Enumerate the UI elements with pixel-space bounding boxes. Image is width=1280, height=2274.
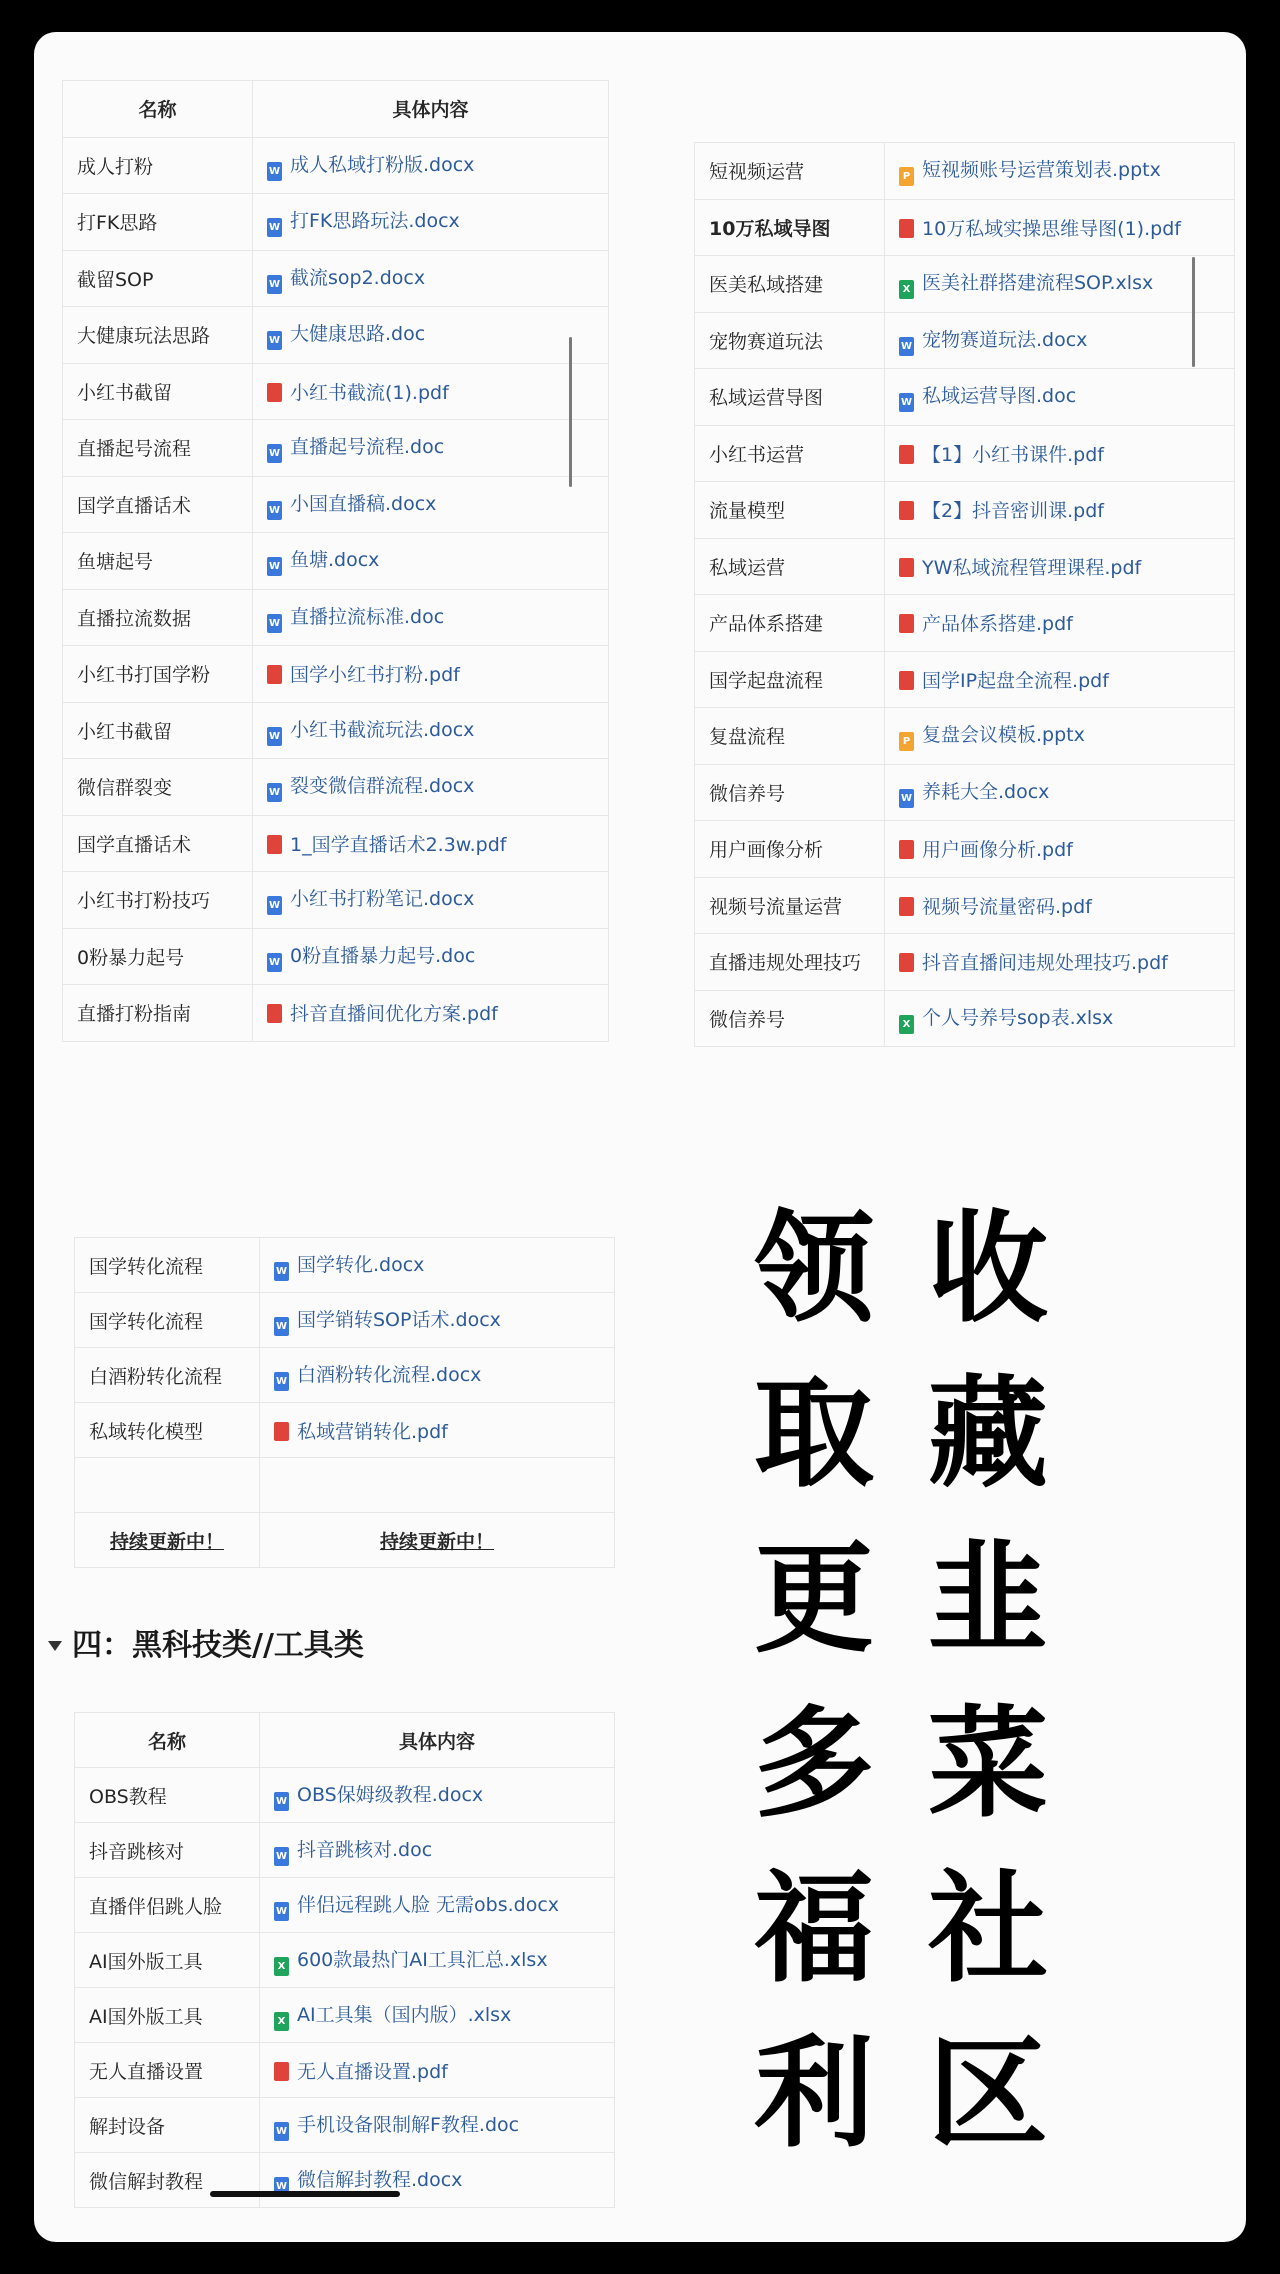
row-name: 复盘流程 xyxy=(695,708,885,765)
file-link[interactable] xyxy=(885,651,1235,708)
file-link[interactable] xyxy=(260,1878,615,1933)
pdf-file-icon xyxy=(899,501,914,520)
row-name: 小红书截留 xyxy=(63,363,253,420)
row-name: 鱼塘起号 xyxy=(63,533,253,590)
pdf-file-icon xyxy=(899,671,914,690)
table-row xyxy=(695,256,1235,313)
table-row xyxy=(63,702,609,759)
word-file-icon: W xyxy=(267,501,282,520)
file-name: 个人号养号sop表.xlsx xyxy=(922,1006,1114,1029)
file-link[interactable] xyxy=(253,985,609,1042)
file-name: 用户画像分析.pdf xyxy=(922,839,1073,862)
table-row xyxy=(695,538,1235,595)
table-row xyxy=(695,877,1235,934)
table-row xyxy=(63,928,609,985)
pdf-file-icon xyxy=(899,897,914,916)
table-row xyxy=(63,420,609,477)
file-link[interactable] xyxy=(260,1768,615,1823)
word-file-icon: W xyxy=(267,331,282,350)
row-name: 大健康玩法思路 xyxy=(63,307,253,364)
document-card xyxy=(34,32,1246,2242)
file-link[interactable] xyxy=(885,708,1235,765)
pdf-file-icon xyxy=(267,835,282,854)
file-link[interactable] xyxy=(260,1988,615,2043)
file-link[interactable] xyxy=(253,137,609,194)
file-name: 医美社群搭建流程SOP.xlsx xyxy=(922,272,1154,295)
file-name: 视频号流量密码.pdf xyxy=(922,895,1092,918)
row-name: 截留SOP xyxy=(63,250,253,307)
row-name: 私域转化模型 xyxy=(75,1403,260,1458)
row-name: 国学转化流程 xyxy=(75,1293,260,1348)
table-row xyxy=(75,2098,615,2153)
table-row xyxy=(63,194,609,251)
slogan-char: 取 xyxy=(754,1365,874,1504)
updating-cell xyxy=(260,1513,615,1568)
table-row xyxy=(695,990,1235,1047)
home-indicator[interactable] xyxy=(210,2191,400,2197)
section-title: 四：黑科技类//工具类 xyxy=(72,1628,364,1663)
file-link[interactable] xyxy=(260,1933,615,1988)
ppt-file-icon: P xyxy=(899,167,914,186)
row-name: 微信养号 xyxy=(695,990,885,1047)
table-row xyxy=(63,307,609,364)
file-name: 1_国学直播话术2.3w.pdf xyxy=(290,833,507,856)
updating-row xyxy=(75,1513,615,1568)
word-file-icon: W xyxy=(274,1317,289,1336)
file-link[interactable] xyxy=(885,199,1235,256)
file-name: 产品体系搭建.pdf xyxy=(922,613,1073,636)
file-name: 成人私域打粉版.docx xyxy=(290,153,475,176)
file-name: 无人直播设置.pdf xyxy=(297,2060,448,2083)
word-file-icon: W xyxy=(267,953,282,972)
file-name: 裂变微信群流程.docx xyxy=(290,775,475,798)
word-file-icon: W xyxy=(267,162,282,181)
table-row xyxy=(695,143,1235,200)
row-name: 微信解封教程 xyxy=(75,2153,260,2208)
file-link[interactable] xyxy=(260,1403,615,1458)
file-link[interactable] xyxy=(885,595,1235,652)
row-name: 解封设备 xyxy=(75,2098,260,2153)
row-name: 0粉暴力起号 xyxy=(63,928,253,985)
row-name: 视频号流量运营 xyxy=(695,877,885,934)
table-row xyxy=(63,985,609,1042)
file-name: 直播拉流标准.doc xyxy=(290,605,445,628)
row-name: 成人打粉 xyxy=(63,137,253,194)
row-name: 流量模型 xyxy=(695,482,885,539)
word-file-icon: W xyxy=(274,2177,289,2196)
file-link[interactable] xyxy=(253,307,609,364)
word-file-icon: W xyxy=(267,783,282,802)
word-file-icon: W xyxy=(274,1847,289,1866)
table-row xyxy=(695,199,1235,256)
row-name: 直播起号流程 xyxy=(63,420,253,477)
file-name: 手机设备限制解F教程.doc xyxy=(297,2113,520,2136)
file-name: 小国直播稿.docx xyxy=(290,492,437,515)
table-row xyxy=(75,1348,615,1403)
table-row xyxy=(75,1933,615,1988)
file-link[interactable] xyxy=(885,425,1235,482)
word-file-icon: W xyxy=(899,337,914,356)
slogan-char: 福 xyxy=(754,1860,874,1999)
table-row xyxy=(63,759,609,816)
table-row xyxy=(63,250,609,307)
slogan-char: 领 xyxy=(754,1200,874,1339)
file-link[interactable] xyxy=(253,194,609,251)
table-row xyxy=(695,821,1235,878)
file-link[interactable] xyxy=(885,312,1235,369)
file-link[interactable] xyxy=(885,369,1235,426)
table-header-row xyxy=(63,81,609,138)
file-name: 宠物赛道玩法.docx xyxy=(922,328,1088,351)
scrollbar-right[interactable] xyxy=(1192,257,1195,367)
pdf-file-icon xyxy=(899,840,914,859)
row-name: 小红书运营 xyxy=(695,425,885,482)
slogan-char: 社 xyxy=(928,1860,1048,1999)
excel-file-icon: X xyxy=(899,280,914,299)
table-row xyxy=(63,646,609,703)
row-name: 10万私域导图 xyxy=(695,199,885,256)
word-file-icon: W xyxy=(267,896,282,915)
file-name: 复盘会议模板.pptx xyxy=(922,724,1085,747)
file-link[interactable] xyxy=(885,877,1235,934)
pdf-file-icon xyxy=(899,558,914,577)
file-link[interactable] xyxy=(260,1238,615,1293)
file-name: 国学小红书打粉.pdf xyxy=(290,664,460,687)
file-name: 【1】小红书课件.pdf xyxy=(922,443,1104,466)
file-link[interactable] xyxy=(253,363,609,420)
updating-label: 持续更新中！ xyxy=(109,1530,224,1553)
word-file-icon: W xyxy=(267,275,282,294)
row-name: 国学转化流程 xyxy=(75,1238,260,1293)
word-file-icon: W xyxy=(267,614,282,633)
row-name: 短视频运营 xyxy=(695,143,885,200)
table-row xyxy=(63,815,609,872)
ppt-file-icon: P xyxy=(899,732,914,751)
content-table-3 xyxy=(74,1237,615,1568)
table-row xyxy=(63,137,609,194)
row-name: 国学直播话术 xyxy=(63,476,253,533)
row-name: 微信养号 xyxy=(695,764,885,821)
word-file-icon: W xyxy=(267,727,282,746)
file-link[interactable] xyxy=(885,143,1235,200)
table-row xyxy=(695,312,1235,369)
file-link[interactable] xyxy=(885,538,1235,595)
table-row xyxy=(75,2153,615,2208)
pdf-file-icon xyxy=(899,219,914,238)
file-name: AI工具集（国内版）.xlsx xyxy=(297,2003,512,2026)
table-header-row xyxy=(75,1713,615,1768)
word-file-icon: W xyxy=(274,1372,289,1391)
file-name: 小红书截流玩法.docx xyxy=(290,718,475,741)
slogan-column-right xyxy=(918,1187,1058,2177)
table-row xyxy=(75,1768,615,1823)
file-link[interactable] xyxy=(253,646,609,703)
slogan-char: 韭 xyxy=(928,1530,1048,1669)
table-row xyxy=(695,425,1235,482)
updating-label: 持续更新中！ xyxy=(379,1530,494,1553)
pdf-file-icon xyxy=(899,445,914,464)
row-name: 小红书截留 xyxy=(63,702,253,759)
file-name: 直播起号流程.doc xyxy=(290,436,445,459)
table-row xyxy=(695,482,1235,539)
file-link[interactable] xyxy=(885,934,1235,991)
row-name: 无人直播设置 xyxy=(75,2043,260,2098)
slogan-char: 多 xyxy=(754,1695,874,1834)
file-name: 截流sop2.docx xyxy=(290,266,426,289)
file-name: 抖音跳核对.doc xyxy=(297,1838,433,1861)
pdf-file-icon xyxy=(899,614,914,633)
row-name: 微信群裂变 xyxy=(63,759,253,816)
word-file-icon: W xyxy=(267,557,282,576)
table-row xyxy=(63,872,609,929)
table-row xyxy=(63,533,609,590)
row-name: 国学直播话术 xyxy=(63,815,253,872)
row-name: 小红书打粉技巧 xyxy=(63,872,253,929)
file-link[interactable] xyxy=(253,759,609,816)
file-link[interactable] xyxy=(253,928,609,985)
word-file-icon: W xyxy=(267,218,282,237)
file-name: 抖音直播间违规处理技巧.pdf xyxy=(922,952,1168,975)
table-row xyxy=(75,1878,615,1933)
table-row xyxy=(63,363,609,420)
file-link[interactable] xyxy=(260,1823,615,1878)
file-name: OBS保姆级教程.docx xyxy=(297,1783,484,1806)
section-heading[interactable] xyxy=(48,1620,364,1664)
table-row xyxy=(75,1823,615,1878)
row-name: 直播违规处理技巧 xyxy=(695,934,885,991)
content-table-2 xyxy=(694,142,1235,1047)
file-name: 微信解封教程.docx xyxy=(297,2168,463,2191)
table-row xyxy=(75,1293,615,1348)
table-row xyxy=(75,1238,615,1293)
empty-row xyxy=(75,1458,615,1513)
table-row xyxy=(695,764,1235,821)
empty-cell xyxy=(75,1458,260,1513)
table-row xyxy=(695,595,1235,652)
file-name: 0粉直播暴力起号.doc xyxy=(290,944,476,967)
empty-cell xyxy=(260,1458,615,1513)
slogan-char: 菜 xyxy=(928,1695,1048,1834)
file-link[interactable] xyxy=(885,256,1235,313)
file-link[interactable] xyxy=(885,764,1235,821)
file-name: 短视频账号运营策划表.pptx xyxy=(922,159,1161,182)
pdf-file-icon xyxy=(267,1004,282,1023)
file-link[interactable] xyxy=(885,821,1235,878)
file-name: 国学转化.docx xyxy=(297,1253,425,1276)
pdf-file-icon xyxy=(267,383,282,402)
slogan-char: 收 xyxy=(928,1200,1048,1339)
table-row xyxy=(75,1403,615,1458)
header-name: 名称 xyxy=(75,1713,260,1768)
row-name: 小红书打国学粉 xyxy=(63,646,253,703)
file-link[interactable] xyxy=(885,482,1235,539)
file-name: 私域运营导图.doc xyxy=(922,385,1077,408)
row-name: 白酒粉转化流程 xyxy=(75,1348,260,1403)
file-name: 【2】抖音密训课.pdf xyxy=(922,500,1104,523)
file-name: 10万私域实操思维导图(1).pdf xyxy=(922,217,1181,240)
pdf-file-icon xyxy=(274,2062,289,2081)
table-row xyxy=(695,369,1235,426)
file-name: 伴侣远程跳人脸 无需obs.docx xyxy=(297,1893,560,1916)
row-name: OBS教程 xyxy=(75,1768,260,1823)
file-link[interactable] xyxy=(253,872,609,929)
word-file-icon: W xyxy=(899,393,914,412)
slogan-char: 藏 xyxy=(928,1365,1048,1504)
row-name: 直播拉流数据 xyxy=(63,589,253,646)
file-name: 国学销转SOP话术.docx xyxy=(297,1308,501,1331)
row-name: AI国外版工具 xyxy=(75,1933,260,1988)
file-link[interactable] xyxy=(260,1293,615,1348)
word-file-icon: W xyxy=(274,2122,289,2141)
file-name: YW私域流程管理课程.pdf xyxy=(922,556,1142,579)
table-row xyxy=(695,651,1235,708)
word-file-icon: W xyxy=(274,1262,289,1281)
file-name: 600款最热门AI工具汇总.xlsx xyxy=(297,1948,548,1971)
word-file-icon: W xyxy=(267,444,282,463)
row-name: 打FK思路 xyxy=(63,194,253,251)
file-name: 小红书打粉笔记.docx xyxy=(290,888,475,911)
slogan-column-left xyxy=(744,1187,884,2177)
file-name: 抖音直播间优化方案.pdf xyxy=(290,1003,498,1026)
file-name: 养耗大全.docx xyxy=(922,780,1050,803)
file-link[interactable] xyxy=(260,2098,615,2153)
excel-file-icon: X xyxy=(899,1015,914,1034)
file-name: 打FK思路玩法.docx xyxy=(290,210,460,233)
file-name: 小红书截流(1).pdf xyxy=(290,381,449,404)
row-name: 私域运营导图 xyxy=(695,369,885,426)
tools-table xyxy=(74,1712,615,2208)
row-name: 抖音跳核对 xyxy=(75,1823,260,1878)
scrollbar-left[interactable] xyxy=(569,337,572,487)
pdf-file-icon xyxy=(267,665,282,684)
row-name: 用户画像分析 xyxy=(695,821,885,878)
file-name: 国学IP起盘全流程.pdf xyxy=(922,669,1109,692)
file-name: 鱼塘.docx xyxy=(290,549,380,572)
updating-cell xyxy=(75,1513,260,1568)
file-link[interactable] xyxy=(253,420,609,477)
file-link[interactable] xyxy=(260,2153,615,2208)
excel-file-icon: X xyxy=(274,2012,289,2031)
file-link[interactable] xyxy=(253,702,609,759)
table-row xyxy=(695,934,1235,991)
table-row xyxy=(63,476,609,533)
table-row xyxy=(75,1988,615,2043)
file-link[interactable] xyxy=(253,589,609,646)
word-file-icon: W xyxy=(274,1792,289,1811)
row-name: 宠物赛道玩法 xyxy=(695,312,885,369)
file-name: 白酒粉转化流程.docx xyxy=(297,1363,482,1386)
row-name: 医美私域搭建 xyxy=(695,256,885,313)
word-file-icon: W xyxy=(274,1902,289,1921)
row-name: 产品体系搭建 xyxy=(695,595,885,652)
file-link[interactable] xyxy=(260,1348,615,1403)
row-name: 私域运营 xyxy=(695,538,885,595)
slogan-char: 更 xyxy=(754,1530,874,1669)
file-name: 私域营销转化.pdf xyxy=(297,1420,448,1443)
table-row xyxy=(63,589,609,646)
pdf-file-icon xyxy=(899,953,914,972)
table-row xyxy=(695,708,1235,765)
header-content: 具体内容 xyxy=(253,81,609,138)
word-file-icon: W xyxy=(899,789,914,808)
file-link[interactable] xyxy=(260,2043,615,2098)
content-table-1 xyxy=(62,80,609,1042)
collapse-triangle-icon[interactable] xyxy=(48,1641,62,1651)
header-content: 具体内容 xyxy=(260,1713,615,1768)
file-name: 大健康思路.doc xyxy=(290,323,426,346)
slogan-char: 利 xyxy=(754,2025,874,2164)
slogan-char: 区 xyxy=(928,2025,1048,2164)
row-name: 直播打粉指南 xyxy=(63,985,253,1042)
file-link[interactable] xyxy=(253,815,609,872)
header-name: 名称 xyxy=(63,81,253,138)
pdf-file-icon xyxy=(274,1422,289,1441)
row-name: AI国外版工具 xyxy=(75,1988,260,2043)
excel-file-icon: X xyxy=(274,1957,289,1976)
row-name: 直播伴侣跳人脸 xyxy=(75,1878,260,1933)
file-link[interactable] xyxy=(253,533,609,590)
file-link[interactable] xyxy=(253,476,609,533)
row-name: 国学起盘流程 xyxy=(695,651,885,708)
file-link[interactable] xyxy=(253,250,609,307)
table-row xyxy=(75,2043,615,2098)
file-link[interactable] xyxy=(885,990,1235,1047)
